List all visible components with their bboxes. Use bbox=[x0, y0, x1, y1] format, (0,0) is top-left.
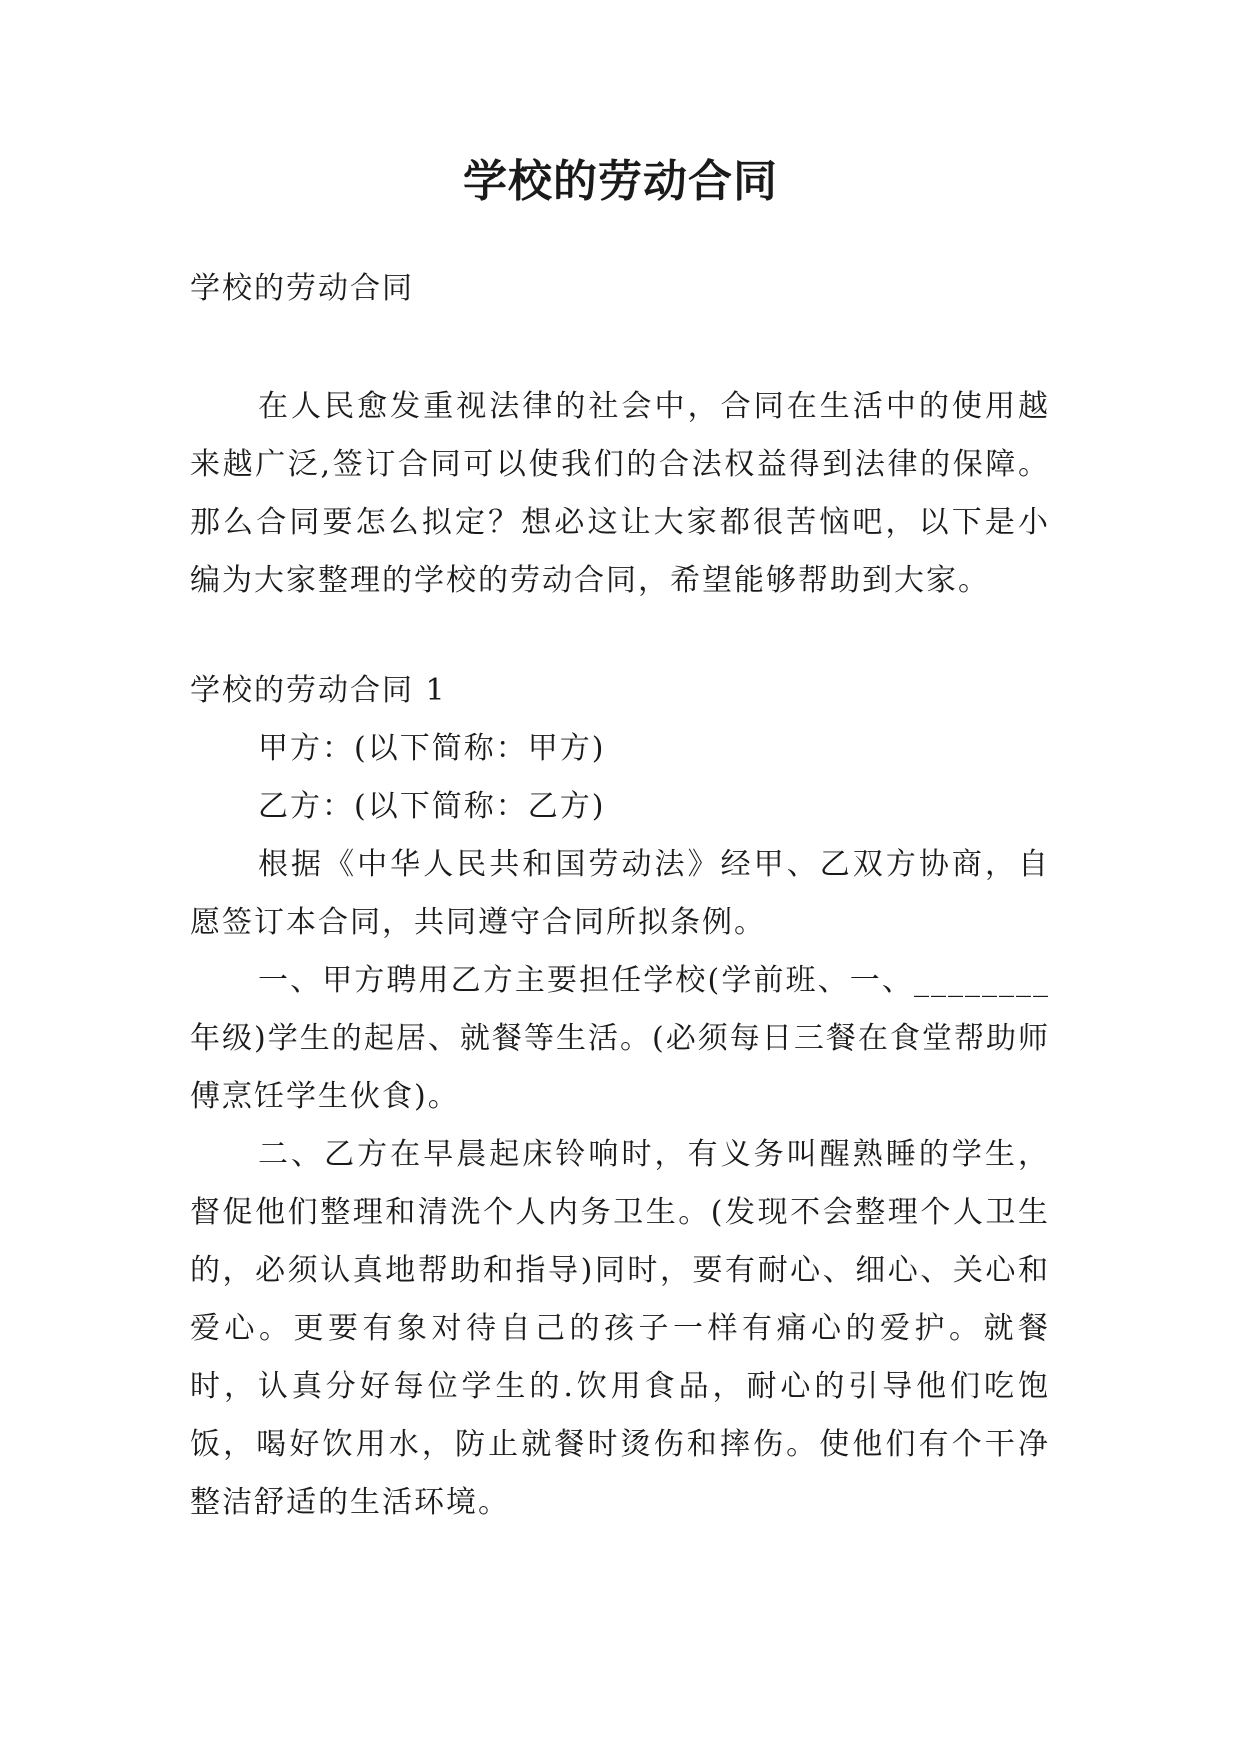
clause-1-paragraph: 一、甲方聘用乙方主要担任学校(学前班、一、________年级)学生的起居、就餐等生活。(必须每日三餐在食堂帮助师傅烹饪学生伙食)。 bbox=[190, 963, 1050, 1114]
party-b-line: 乙方：(以下简称：乙方) bbox=[258, 789, 606, 824]
party-a-line: 甲方：(以下简称：甲方) bbox=[258, 731, 606, 766]
document-subtitle: 学校的劳动合同 bbox=[190, 271, 414, 306]
intro-paragraph: 在人民愈发重视法律的社会中，合同在生活中的使用越来越广泛,签订合同可以使我们的合法权益得到法律的保障。那么合同要怎么拟定？想必这让大家都很苦恼吧，以下是小编为大家整理的学校的劳动合同，希望能够帮助到大家。 bbox=[190, 389, 1050, 598]
clause-2-paragraph: 二、乙方在早晨起床铃响时，有义务叫醒熟睡的学生，督促他们整理和清洗个人内务卫生。(发现不会整理个人卫生的，必须认真地帮助和指导)同时，要有耐心、细心、关心和爱心。更要有象对待自己的孩子一样有痛心的爱护。就餐时，认真分好每位学生的.饮用食品，耐心的引导他们吃饱饭，喝好饮用水，防止就餐时烫伤和摔伤。使他们有个干净整洁舒适的生活环境。 bbox=[190, 1137, 1050, 1520]
document-body bbox=[190, 260, 1050, 1532]
section-heading: 学校的劳动合同 1 bbox=[190, 673, 447, 708]
document-title: 学校的劳动合同 bbox=[463, 156, 778, 207]
preamble-paragraph: 根据《中华人民共和国劳动法》经甲、乙双方协商，自愿签订本合同，共同遵守合同所拟条例。 bbox=[190, 847, 1050, 940]
